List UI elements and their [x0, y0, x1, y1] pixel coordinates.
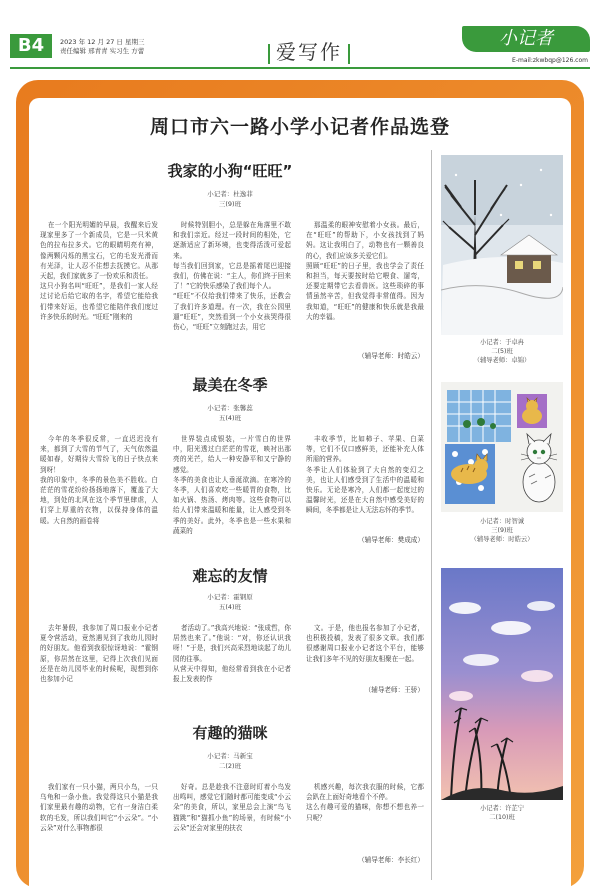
email: E-mail:zkwbqp@126.com — [512, 57, 588, 64]
tutor-line: （辅导老师：樊成成） — [358, 536, 424, 544]
byline-class: 五(4)班 — [218, 603, 242, 611]
picture-tutor: （辅导老师：时皓云） — [470, 536, 534, 543]
picture-author: 小记者：于卓冉 — [479, 339, 525, 346]
byline-class: 二(2)班 — [218, 762, 242, 770]
article-column: 文。于是，他也报名参加了小记者，也积极投稿，发表了很多文章。我们都很感谢周口报业小记者这个平台，能够让我们多年不见的好朋友相聚在一起。 — [306, 624, 424, 663]
drawing-sunset-reeds — [441, 568, 563, 800]
tutor-line: （辅导老师：李长红） — [358, 856, 424, 864]
tutor-line: （辅导老师：时皓云） — [358, 352, 424, 360]
section-bar-left — [268, 44, 270, 64]
byline-author: 小记者：马新宝 — [207, 752, 253, 760]
byline-author: 小记者：霍钢原 — [207, 593, 253, 601]
article-title: 最美在冬季 — [192, 376, 268, 394]
article-column: 那温柔的眼神安慰着小女孩。最后，在“旺旺”的帮助下，小女孩找到了妈妈。这让我明白了，动物也有一颗善良的心，我们应该多关爱它们。 照顾“旺旺”的日子里，我也学会了责任和担当，每天要按时给它喂食、遛弯，还要定期带它去看兽医。这些琐碎的事情虽然辛苦，但我觉得非常值得。因为我知道，“旺旺”的健康和快乐就是我最大的幸福。 — [306, 221, 424, 321]
article-column: 机感兴趣，每次我衣服的时候，它都会趴在上面好奇地看个不停。 这么有趣可爱的猫咪，你想不想也养一只呢？ — [306, 783, 424, 822]
article-column: 去年暑假，我参加了周口报业小记者夏令营活动，竟然遇见到了我幼儿园时的好朋友。他看到我很惊讶地说：“霍钢原，你居然在这里，记得上次我们见面还是在幼儿园毕业的时候呢，现想到你也参加小记 — [40, 624, 158, 684]
byline-class: 三(9)班 — [218, 200, 242, 208]
tutor-line: （辅导老师：王骄） — [364, 686, 424, 694]
main-title: 周口市六一路小学小记者作品选登 — [149, 116, 450, 138]
column-divider — [431, 150, 432, 880]
article-column: 者活动了。”我高兴地说：“张成哲，你居然也来了。”他说：“对，你还认识我呀！”于是，我们兴高采烈地谈起了幼儿园的往事。 从营天中得知，他经常看到我在小记者报上发表的作 — [173, 624, 291, 684]
header-rule — [10, 67, 590, 69]
page-number: B4 — [10, 34, 52, 58]
article-column: 世界装点成银装，一片雪白的世界中，阳光透过白茫茫的雪花，映衬出那亮的光芒，给人一种安静平和又宁静的感觉。 冬季的美食也让人垂涎欲滴。在寒冷的冬季，人们喜欢吃一些暖胃的食物，比如火锅、热汤、烤肉等。这些食物可以给人们带来温暖和能量，让人感受到冬季的美好。此外，冬季也是一些水果和蔬菜的 — [173, 435, 291, 535]
article-column: 好奇。总是趁我不注意时盯着小鸟发出鸣叫，感觉它们随时都可能变成“小云朵”的美食，所以，家里总会上演“鸟飞猫跳”和“猫抓小鱼”的场景，有时候“小云朵”还会对家里的扶衣 — [173, 783, 291, 832]
article-column: 时候特别胆小，总是躲在角落里不敢和我们亲近。经过一段时间的相处，它逐渐适应了新环境，也变得活泼可爱起来。 每当我们回到家，它总是摇着尾巴迎接我们，仿佛在说：“主人，你们终于回来了！”它的快乐感染了我们每个人。 “旺旺”不仅给我们带来了快乐，还教会了我们许多道理。有一次，我在公园里遛“旺旺”，突然看到一个小女孩哭得很伤心，“旺旺”立刻跑过去，用它 — [173, 221, 291, 332]
snow-scene-art — [441, 155, 563, 335]
page-header — [0, 0, 600, 70]
brand-logo: 小记者 — [462, 26, 590, 52]
article-column: 丰收季节，比如柿子、苹果、白菜等，它们不仅口感鲜美，还能补充人体所需的营养。 冬季让人们体验到了大自然的变幻之美，也让人们感受到了生活中的温暖和快乐。无论是寒冷，人们都一起度过的温馨时光，还是在大自然中感受美好的瞬间，冬季都是让人无法忘怀的季节。 — [306, 435, 424, 515]
editor-line: 责任编辑 邢青青 实习生 方蕾 — [60, 47, 145, 55]
byline-author: 小记者：张馨蕊 — [207, 404, 253, 412]
article-column: 今年的冬季很反常，一直迟迟没有来，都到了大雪的节气了，天气依然温暖如春，好期待大雪纷飞的日子快点来到呀！ 我的印象中，冬季的景色美不胜收。白茫茫的雪花纷纷扬扬地落下，覆盖了大地，到处的北风在这个季节里肆虐，人们穿上厚重的衣物，以保持身体的温暖。大自然的画卷将 — [40, 435, 158, 525]
picture-author: 小记者：许芷宁 — [479, 805, 525, 812]
picture-tutor: （辅导老师：卓锦） — [473, 357, 531, 364]
cats-art — [441, 382, 563, 512]
drawing-snow-scene — [441, 155, 563, 335]
article-title: 有趣的猫咪 — [192, 724, 268, 742]
date-line: 2023 年 12 月 27 日 星期三 — [60, 38, 145, 46]
article-title: 我家的小狗“旺旺” — [167, 162, 293, 180]
header-meta — [60, 38, 144, 56]
picture-class: 二(5)班 — [491, 348, 513, 355]
article-column: 我们家有一只小猫，两只小鸟，一只乌龟和一条小鱼。我觉得这只小猫是我们家里最有趣的动物，它有一身洁白柔软的毛发，所以我们叫它“小云朵”。“小云朵”对什么事物都很 — [40, 783, 158, 832]
article-column: 在一个阳光明媚的早晨，我醒来后发现家里多了一个新成员，它是一只米黄色的拉布拉多犬。它的眼睛明亮有神，像两颗闪烁的黑宝石，它的毛发光滑而有光泽，让人忍不住想去抚摸它。从那天起，我们家就多了一份欢乐和责任。 这只小狗名叫“旺旺”，是我们一家人经过讨论后给它取的名字，希望它能给我们带来好运，也希望它能陪伴我们度过许多快乐的时光。“旺旺”刚来的 — [40, 221, 158, 321]
article-title: 难忘的友情 — [192, 567, 268, 585]
section-title — [262, 36, 356, 65]
section-bar-right — [348, 44, 350, 64]
picture-author: 小记者：时智诚 — [479, 518, 525, 525]
picture-class: 二(10)班 — [489, 814, 515, 821]
picture-class: 三(9)班 — [491, 527, 513, 534]
byline-class: 五(4)班 — [218, 414, 242, 422]
drawing-cats — [441, 382, 563, 512]
sunset-reeds-art — [441, 568, 563, 800]
section-label: 爱写作 — [276, 40, 342, 64]
byline-author: 小记者：杜逸菲 — [207, 190, 253, 198]
